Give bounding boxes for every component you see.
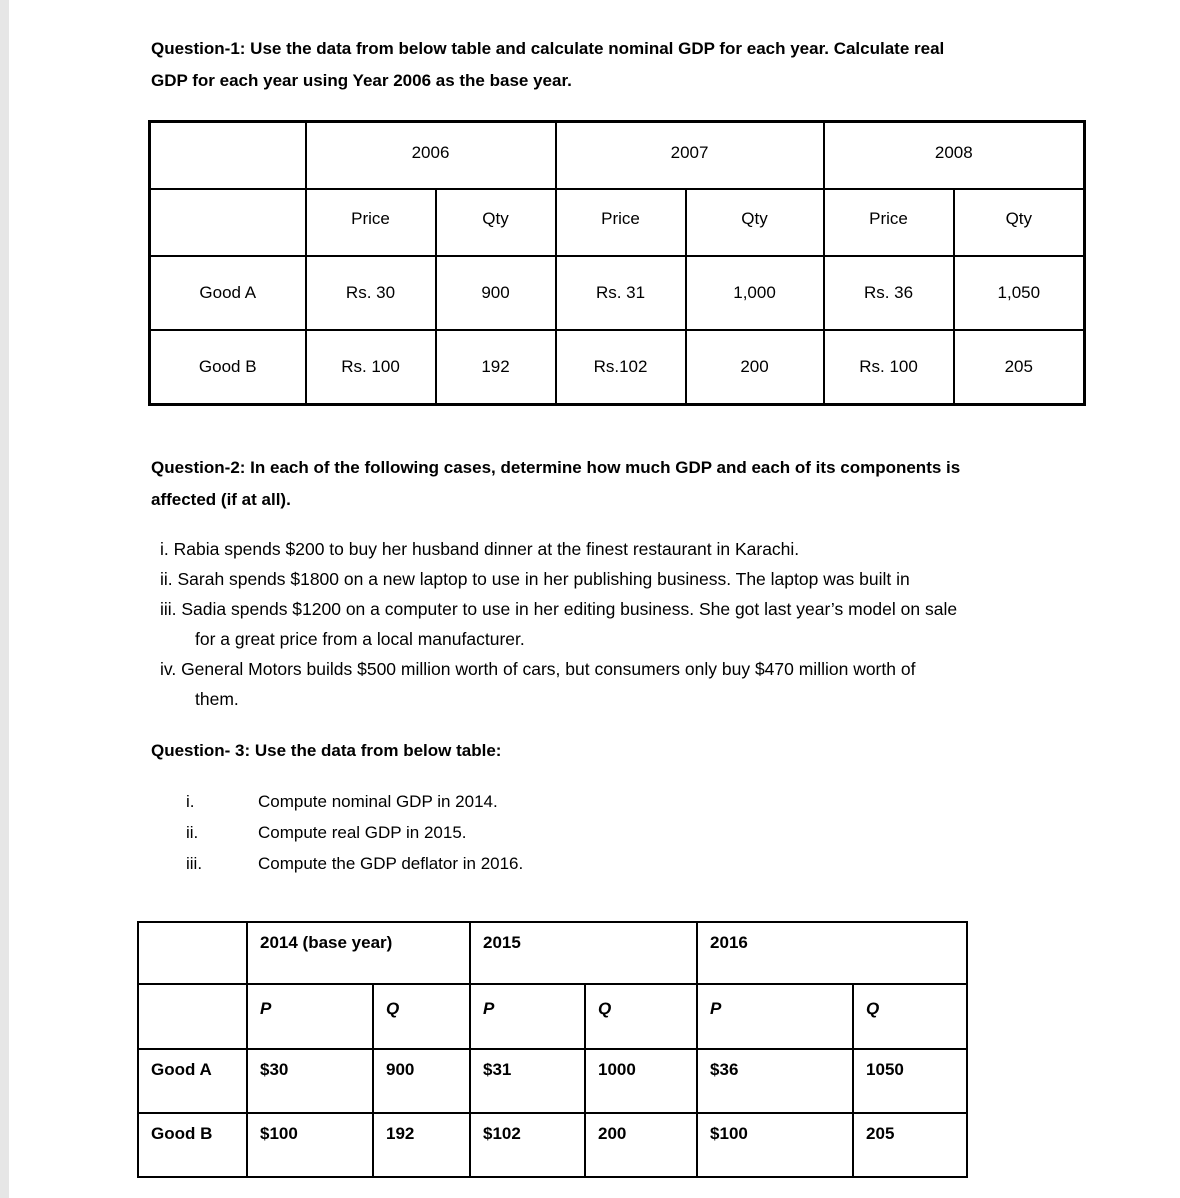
table-cell: Rs. 31 [556, 256, 686, 330]
question-1-line-1: Question-1: Use the data from below table and calculate nominal GDP for each year. Calculate real [151, 39, 945, 58]
table-cell: $100 [247, 1113, 373, 1177]
table-cell: 1050 [853, 1049, 967, 1113]
table-row [138, 1049, 967, 1113]
question-2-line-2: affected (if at all). [151, 490, 291, 509]
table-header-row [138, 922, 967, 984]
table-cell: 1,050 [954, 256, 1085, 330]
table-cell: 205 [853, 1113, 967, 1177]
table-gdp-2006-2008 [148, 120, 1086, 406]
year-header: 2016 [697, 922, 967, 984]
table-subheader-row [150, 189, 1085, 256]
list-item: ii. Sarah spends $1800 on a new laptop to use in her publishing business. The laptop was built in [160, 569, 910, 589]
list-text: Compute nominal GDP in 2014. [258, 792, 498, 811]
row-label: Good B [138, 1113, 247, 1177]
column-header: Price [824, 189, 954, 256]
column-header: P [247, 984, 373, 1049]
question-2-line-1: Question-2: In each of the following cases, determine how much GDP and each of its components is [151, 458, 961, 477]
question-1-line-2: GDP for each year using Year 2006 as the base year. [151, 71, 572, 90]
empty-cell [150, 189, 306, 256]
list-item [186, 817, 523, 848]
list-number: iii. [186, 854, 203, 873]
question-3-list [186, 786, 523, 879]
table-subheader-row [138, 984, 967, 1049]
column-header: Price [556, 189, 686, 256]
list-item: iv. General Motors builds $500 million worth of cars, but consumers only buy $470 million worth of [160, 659, 916, 679]
list-item [186, 848, 523, 879]
table-gdp-2014-2016 [137, 921, 968, 1178]
column-header: Price [306, 189, 436, 256]
table-cell: $100 [697, 1113, 853, 1177]
question-2-list [160, 534, 957, 714]
table-cell: 192 [436, 330, 556, 405]
list-number: i. [186, 792, 195, 811]
row-label: Good A [150, 256, 306, 330]
table-cell: 1,000 [686, 256, 824, 330]
column-header: Q [853, 984, 967, 1049]
table-cell: 900 [436, 256, 556, 330]
table-cell: Rs.102 [556, 330, 686, 405]
list-item: iii. Sadia spends $1200 on a computer to use in her editing business. She got last year’s model on sale [160, 599, 958, 619]
year-header: 2007 [556, 122, 824, 189]
column-header: Qty [436, 189, 556, 256]
year-header: 2008 [824, 122, 1085, 189]
page-edge [0, 0, 9, 1198]
list-item-continuation: them. [195, 689, 239, 709]
table-cell: Rs. 100 [824, 330, 954, 405]
table-cell: $31 [470, 1049, 585, 1113]
column-header: P [470, 984, 585, 1049]
column-header: P [697, 984, 853, 1049]
table-cell: Rs. 30 [306, 256, 436, 330]
year-header: 2015 [470, 922, 697, 984]
table-cell: 200 [686, 330, 824, 405]
table-cell: Rs. 100 [306, 330, 436, 405]
column-header: Q [373, 984, 470, 1049]
year-header: 2014 (base year) [247, 922, 470, 984]
table-row [150, 330, 1085, 405]
column-header: Q [585, 984, 697, 1049]
year-header: 2006 [306, 122, 556, 189]
table-cell: 192 [373, 1113, 470, 1177]
empty-cell [138, 984, 247, 1049]
row-label: Good B [150, 330, 306, 405]
list-item [186, 786, 523, 817]
table-cell: 205 [954, 330, 1085, 405]
list-text: Compute real GDP in 2015. [258, 823, 467, 842]
column-header: Qty [954, 189, 1085, 256]
table-header-row [150, 122, 1085, 189]
table-cell: $102 [470, 1113, 585, 1177]
table-cell: 200 [585, 1113, 697, 1177]
empty-cell [138, 922, 247, 984]
list-number: ii. [186, 823, 199, 842]
question-3-title: Question- 3: Use the data from below table: [151, 741, 502, 760]
table-cell: 1000 [585, 1049, 697, 1113]
table-cell: 900 [373, 1049, 470, 1113]
empty-cell [150, 122, 306, 189]
list-text: Compute the GDP deflator in 2016. [258, 854, 524, 873]
table-row [150, 256, 1085, 330]
list-item: i. Rabia spends $200 to buy her husband dinner at the finest restaurant in Karachi. [160, 539, 800, 559]
table-row [138, 1113, 967, 1177]
question-2 [151, 452, 960, 516]
table-cell: $36 [697, 1049, 853, 1113]
table-cell: Rs. 36 [824, 256, 954, 330]
question-1 [151, 33, 944, 97]
column-header: Qty [686, 189, 824, 256]
table-cell: $30 [247, 1049, 373, 1113]
list-item-continuation: for a great price from a local manufacturer. [195, 629, 525, 649]
row-label: Good A [138, 1049, 247, 1113]
